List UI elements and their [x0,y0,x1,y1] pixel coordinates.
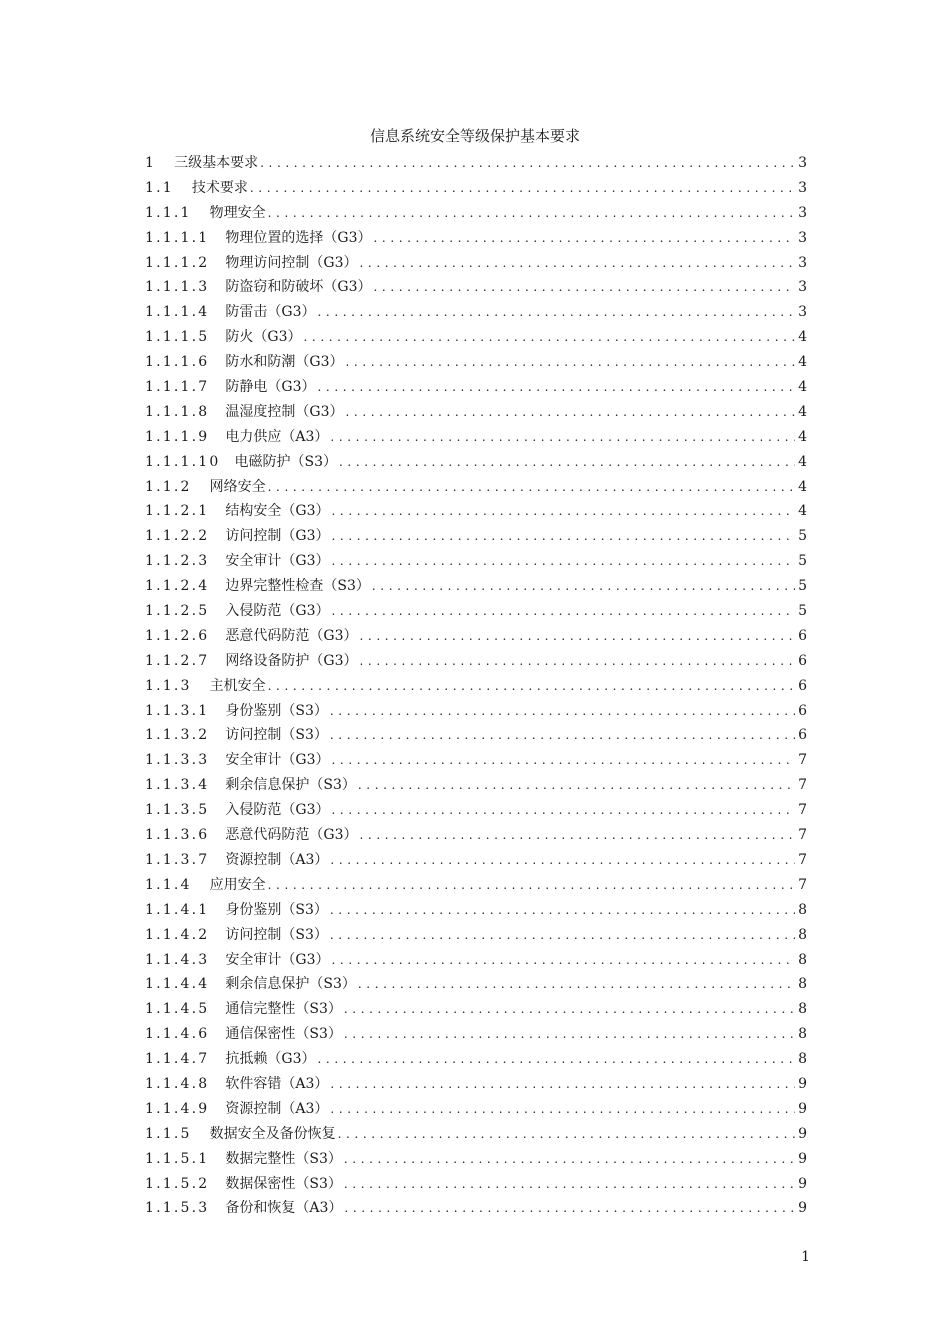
toc-entry-title: 防静电（G3） [225,379,316,396]
toc-entry[interactable] [145,748,807,773]
toc-entry[interactable] [145,723,807,748]
toc-entry-page: 4 [798,403,807,420]
toc-entry[interactable] [145,201,807,226]
toc-entry-page: 9 [798,1150,807,1167]
toc-entry-number: 1.1.1.4 [145,304,210,321]
toc-entry[interactable] [145,1022,807,1047]
toc-entry[interactable] [145,400,807,425]
toc-entry-page: 5 [798,528,807,545]
toc-entry[interactable] [145,450,807,475]
toc-entry-title: 剩余信息保护（S3） [225,976,356,993]
toc-entry-page: 8 [798,1051,807,1068]
toc-entry[interactable] [145,848,807,873]
toc-dot-leader [303,325,795,350]
toc-entry-page: 3 [798,254,807,271]
toc-entry-page: 9 [798,1200,807,1217]
toc-entry-title: 物理位置的选择（G3） [225,229,372,246]
toc-entry-title: 安全审计（G3） [225,951,330,968]
toc-entry-number: 1.1.2 [145,478,192,495]
toc-entry-title: 技术要求 [191,179,248,196]
toc-dot-leader [330,699,795,724]
toc-entry-title: 身份鉴别（S3） [225,901,328,918]
toc-entry-page: 7 [798,802,807,819]
toc-entry-title: 主机安全 [209,677,266,694]
toc-entry-title: 数据完整性（S3） [225,1150,342,1167]
toc-entry-number: 1.1.1.5 [145,329,210,346]
toc-entry-title: 物理访问控制（G3） [225,254,358,271]
toc-entry-title: 资源控制（A3） [225,1100,329,1117]
toc-entry-title: 安全审计（G3） [225,752,330,769]
toc-dot-leader [359,251,795,276]
toc-entry-number: 1.1.2.4 [145,578,210,595]
toc-entry-number: 1.1.5 [145,1125,192,1142]
toc-entry-number: 1.1.5.1 [145,1150,210,1167]
toc-entry-title: 访问控制（S3） [225,727,328,744]
toc-dot-leader [344,1196,795,1221]
toc-entry[interactable] [145,350,807,375]
toc-entry[interactable] [145,1097,807,1122]
toc-dot-leader [359,823,795,848]
toc-entry-title: 防盗窃和防破坏（G3） [225,279,372,296]
toc-dot-leader [373,226,795,251]
toc-dot-leader [330,1072,795,1097]
toc-entry[interactable] [145,624,807,649]
toc-dot-leader [373,275,795,300]
toc-entry[interactable] [145,151,807,176]
toc-dot-leader [331,499,795,524]
toc-entry-number: 1.1.3.6 [145,827,210,844]
toc-entry-page: 8 [798,901,807,918]
toc-entry-number: 1.1.1.3 [145,279,210,296]
toc-entry-title: 访问控制（G3） [225,528,330,545]
toc-entry[interactable] [145,300,807,325]
toc-entry-number: 1.1.4.5 [145,1001,210,1018]
toc-entry-page: 6 [798,727,807,744]
toc-entry-title: 备份和恢复（A3） [225,1200,343,1217]
toc-dot-leader [344,997,795,1022]
toc-entry-page: 3 [798,229,807,246]
toc-entry-page: 7 [798,827,807,844]
toc-entry[interactable] [145,972,807,997]
toc-entry-number: 1.1.4.4 [145,976,210,993]
toc-entry[interactable] [145,549,807,574]
toc-entry-page: 4 [798,453,807,470]
toc-dot-leader [344,1147,795,1172]
toc-entry-title: 入侵防范（G3） [225,802,330,819]
toc-dot-leader [344,1172,795,1197]
toc-entry-title: 身份鉴别（S3） [225,702,328,719]
toc-entry[interactable] [145,1047,807,1072]
toc-entry[interactable] [145,524,807,549]
toc-entry-page: 6 [798,652,807,669]
toc-dot-leader [317,1047,795,1072]
toc-entry[interactable] [145,574,807,599]
toc-entry-page: 9 [798,1175,807,1192]
toc-dot-leader [331,748,795,773]
toc-entry[interactable] [145,1172,807,1197]
toc-entry-title: 通信保密性（S3） [225,1026,342,1043]
toc-dot-leader [358,773,795,798]
toc-entry[interactable] [145,599,807,624]
toc-dot-leader [317,375,795,400]
toc-entry[interactable] [145,649,807,674]
toc-entry-title: 数据保密性（S3） [225,1175,342,1192]
toc-dot-leader [344,1022,795,1047]
toc-dot-leader [372,574,795,599]
toc-dot-leader [330,848,795,873]
toc-entry-number: 1.1.3.2 [145,727,210,744]
toc-entry[interactable] [145,699,807,724]
toc-entry-page: 6 [798,627,807,644]
toc-entry-number: 1.1.1.9 [145,428,210,445]
toc-entry[interactable] [145,1122,807,1147]
toc-entry-number: 1.1 [145,179,174,196]
toc-entry-number: 1.1.2.3 [145,553,210,570]
toc-entry[interactable] [145,226,807,251]
toc-entry[interactable] [145,898,807,923]
toc-entry[interactable] [145,475,807,500]
toc-entry-number: 1.1.1 [145,204,192,221]
toc-entry[interactable] [145,1196,807,1221]
toc-entry[interactable] [145,923,807,948]
toc-entry-page: 6 [798,677,807,694]
toc-entry-title: 恶意代码防范（G3） [225,627,358,644]
toc-entry-page: 4 [798,428,807,445]
toc-entry-title: 数据安全及备份恢复 [209,1125,336,1142]
toc-entry[interactable] [145,251,807,276]
toc-entry-page: 8 [798,926,807,943]
toc-entry[interactable] [145,1072,807,1097]
toc-entry-title: 网络安全 [209,478,266,495]
toc-entry-number: 1.1.2.6 [145,627,210,644]
toc-entry-number: 1.1.4.8 [145,1075,210,1092]
table-of-contents [145,151,807,1221]
toc-entry-page: 9 [798,1075,807,1092]
toc-entry[interactable] [145,499,807,524]
toc-entry-title: 防水和防潮（G3） [225,354,344,371]
toc-entry-page: 3 [798,179,807,196]
toc-entry-page: 9 [798,1100,807,1117]
toc-dot-leader [330,425,795,450]
toc-entry-title: 访问控制（S3） [225,926,328,943]
toc-entry-title: 抗抵赖（G3） [225,1051,316,1068]
toc-dot-leader [331,948,795,973]
toc-entry-page: 4 [798,354,807,371]
toc-entry-number: 1.1.5.2 [145,1175,210,1192]
toc-entry-number: 1.1.2.1 [145,503,210,520]
toc-entry-title: 温湿度控制（G3） [225,403,344,420]
toc-dot-leader [330,1097,795,1122]
page-number: 1 [801,1249,810,1265]
toc-entry-title: 边界完整性检查（S3） [225,578,370,595]
toc-entry-title: 防雷击（G3） [225,304,316,321]
toc-dot-leader [338,1122,795,1147]
toc-entry-number: 1.1.1.6 [145,354,210,371]
toc-dot-leader [268,201,795,226]
toc-entry-title: 安全审计（G3） [225,553,330,570]
document-title: 信息系统安全等级保护基本要求 [369,127,580,145]
toc-entry-title: 软件容错（A3） [225,1075,329,1092]
toc-entry-number: 1.1.1.1 [145,229,210,246]
toc-dot-leader [359,624,795,649]
toc-entry-title: 电磁防护（S3） [234,453,337,470]
toc-entry[interactable] [145,425,807,450]
toc-entry-page: 7 [798,752,807,769]
toc-entry-title: 资源控制（A3） [225,851,329,868]
toc-entry-number: 1.1.4.7 [145,1051,210,1068]
toc-entry[interactable] [145,1147,807,1172]
toc-dot-leader [260,151,795,176]
toc-dot-leader [250,176,795,201]
toc-entry-title: 剩余信息保护（S3） [225,777,356,794]
toc-entry-page: 5 [798,603,807,620]
toc-entry-page: 3 [798,155,807,171]
toc-entry-number: 1.1.3.4 [145,777,210,794]
toc-entry-number: 1.1.1.7 [145,379,210,396]
toc-entry-number: 1.1.2.7 [145,652,210,669]
toc-entry-page: 4 [798,379,807,396]
toc-entry[interactable] [145,773,807,798]
toc-entry-number: 1.1.2.5 [145,603,210,620]
toc-dot-leader [331,599,795,624]
toc-entry-number: 1.1.5.3 [145,1200,210,1217]
toc-entry[interactable] [145,325,807,350]
toc-entry-title: 应用安全 [209,876,266,893]
toc-entry-number: 1.1.3.3 [145,752,210,769]
toc-dot-leader [317,300,795,325]
toc-entry-number: 1.1.2.2 [145,528,210,545]
toc-entry-page: 7 [798,777,807,794]
toc-dot-leader [359,649,795,674]
toc-entry-number: 1.1.4.9 [145,1100,210,1117]
toc-entry-number: 1.1.4.1 [145,901,210,918]
toc-dot-leader [358,972,795,997]
toc-entry-title: 结构安全（G3） [225,503,330,520]
toc-entry-page: 6 [798,702,807,719]
toc-dot-leader [345,350,795,375]
toc-entry-number: 1.1.4.6 [145,1026,210,1043]
toc-entry-page: 3 [798,279,807,296]
toc-entry-page: 8 [798,951,807,968]
toc-entry-page: 7 [798,851,807,868]
toc-dot-leader [339,450,795,475]
toc-entry-page: 9 [798,1125,807,1142]
toc-entry-number: 1.1.3 [145,677,192,694]
toc-entry[interactable] [145,798,807,823]
toc-entry-number: 1.1.3.7 [145,851,210,868]
toc-entry-number: 1.1.4.3 [145,951,210,968]
toc-dot-leader [268,674,795,699]
toc-dot-leader [331,798,795,823]
toc-dot-leader [330,898,795,923]
toc-entry-title: 网络设备防护（G3） [225,652,358,669]
toc-entry[interactable] [145,873,807,898]
toc-entry-number: 1 [145,155,157,171]
toc-entry[interactable] [145,823,807,848]
toc-entry-title: 入侵防范（G3） [225,603,330,620]
toc-entry-page: 3 [798,204,807,221]
toc-entry-page: 7 [798,876,807,893]
toc-entry-page: 3 [798,304,807,321]
toc-entry-page: 5 [798,553,807,570]
toc-entry[interactable] [145,997,807,1022]
toc-dot-leader [268,475,795,500]
toc-entry-page: 5 [798,578,807,595]
toc-entry-title: 电力供应（A3） [225,428,329,445]
toc-dot-leader [345,400,795,425]
toc-entry-title: 三级基本要求 [174,155,259,171]
toc-entry-number: 1.1.3.5 [145,802,210,819]
toc-dot-leader [331,524,795,549]
toc-entry-page: 4 [798,329,807,346]
toc-entry-page: 8 [798,1001,807,1018]
toc-entry-page: 4 [798,503,807,520]
toc-dot-leader [330,923,795,948]
toc-entry[interactable] [145,948,807,973]
toc-entry-number: 1.1.1.10 [145,453,221,470]
toc-entry-title: 恶意代码防范（G3） [225,827,358,844]
toc-dot-leader [331,549,795,574]
toc-entry-title: 防火（G3） [225,329,302,346]
toc-entry-number: 1.1.1.8 [145,403,210,420]
toc-entry-page: 8 [798,1026,807,1043]
toc-dot-leader [330,723,795,748]
toc-entry-number: 1.1.3.1 [145,702,210,719]
toc-entry-page: 4 [798,478,807,495]
toc-entry-number: 1.1.4.2 [145,926,210,943]
toc-entry[interactable] [145,674,807,699]
toc-entry-number: 1.1.4 [145,876,192,893]
toc-entry-title: 物理安全 [209,204,266,221]
toc-entry-number: 1.1.1.2 [145,254,210,271]
toc-entry[interactable] [145,375,807,400]
toc-dot-leader [268,873,795,898]
toc-entry-title: 通信完整性（S3） [225,1001,342,1018]
toc-entry[interactable] [145,176,807,201]
toc-entry[interactable] [145,275,807,300]
toc-entry-page: 8 [798,976,807,993]
